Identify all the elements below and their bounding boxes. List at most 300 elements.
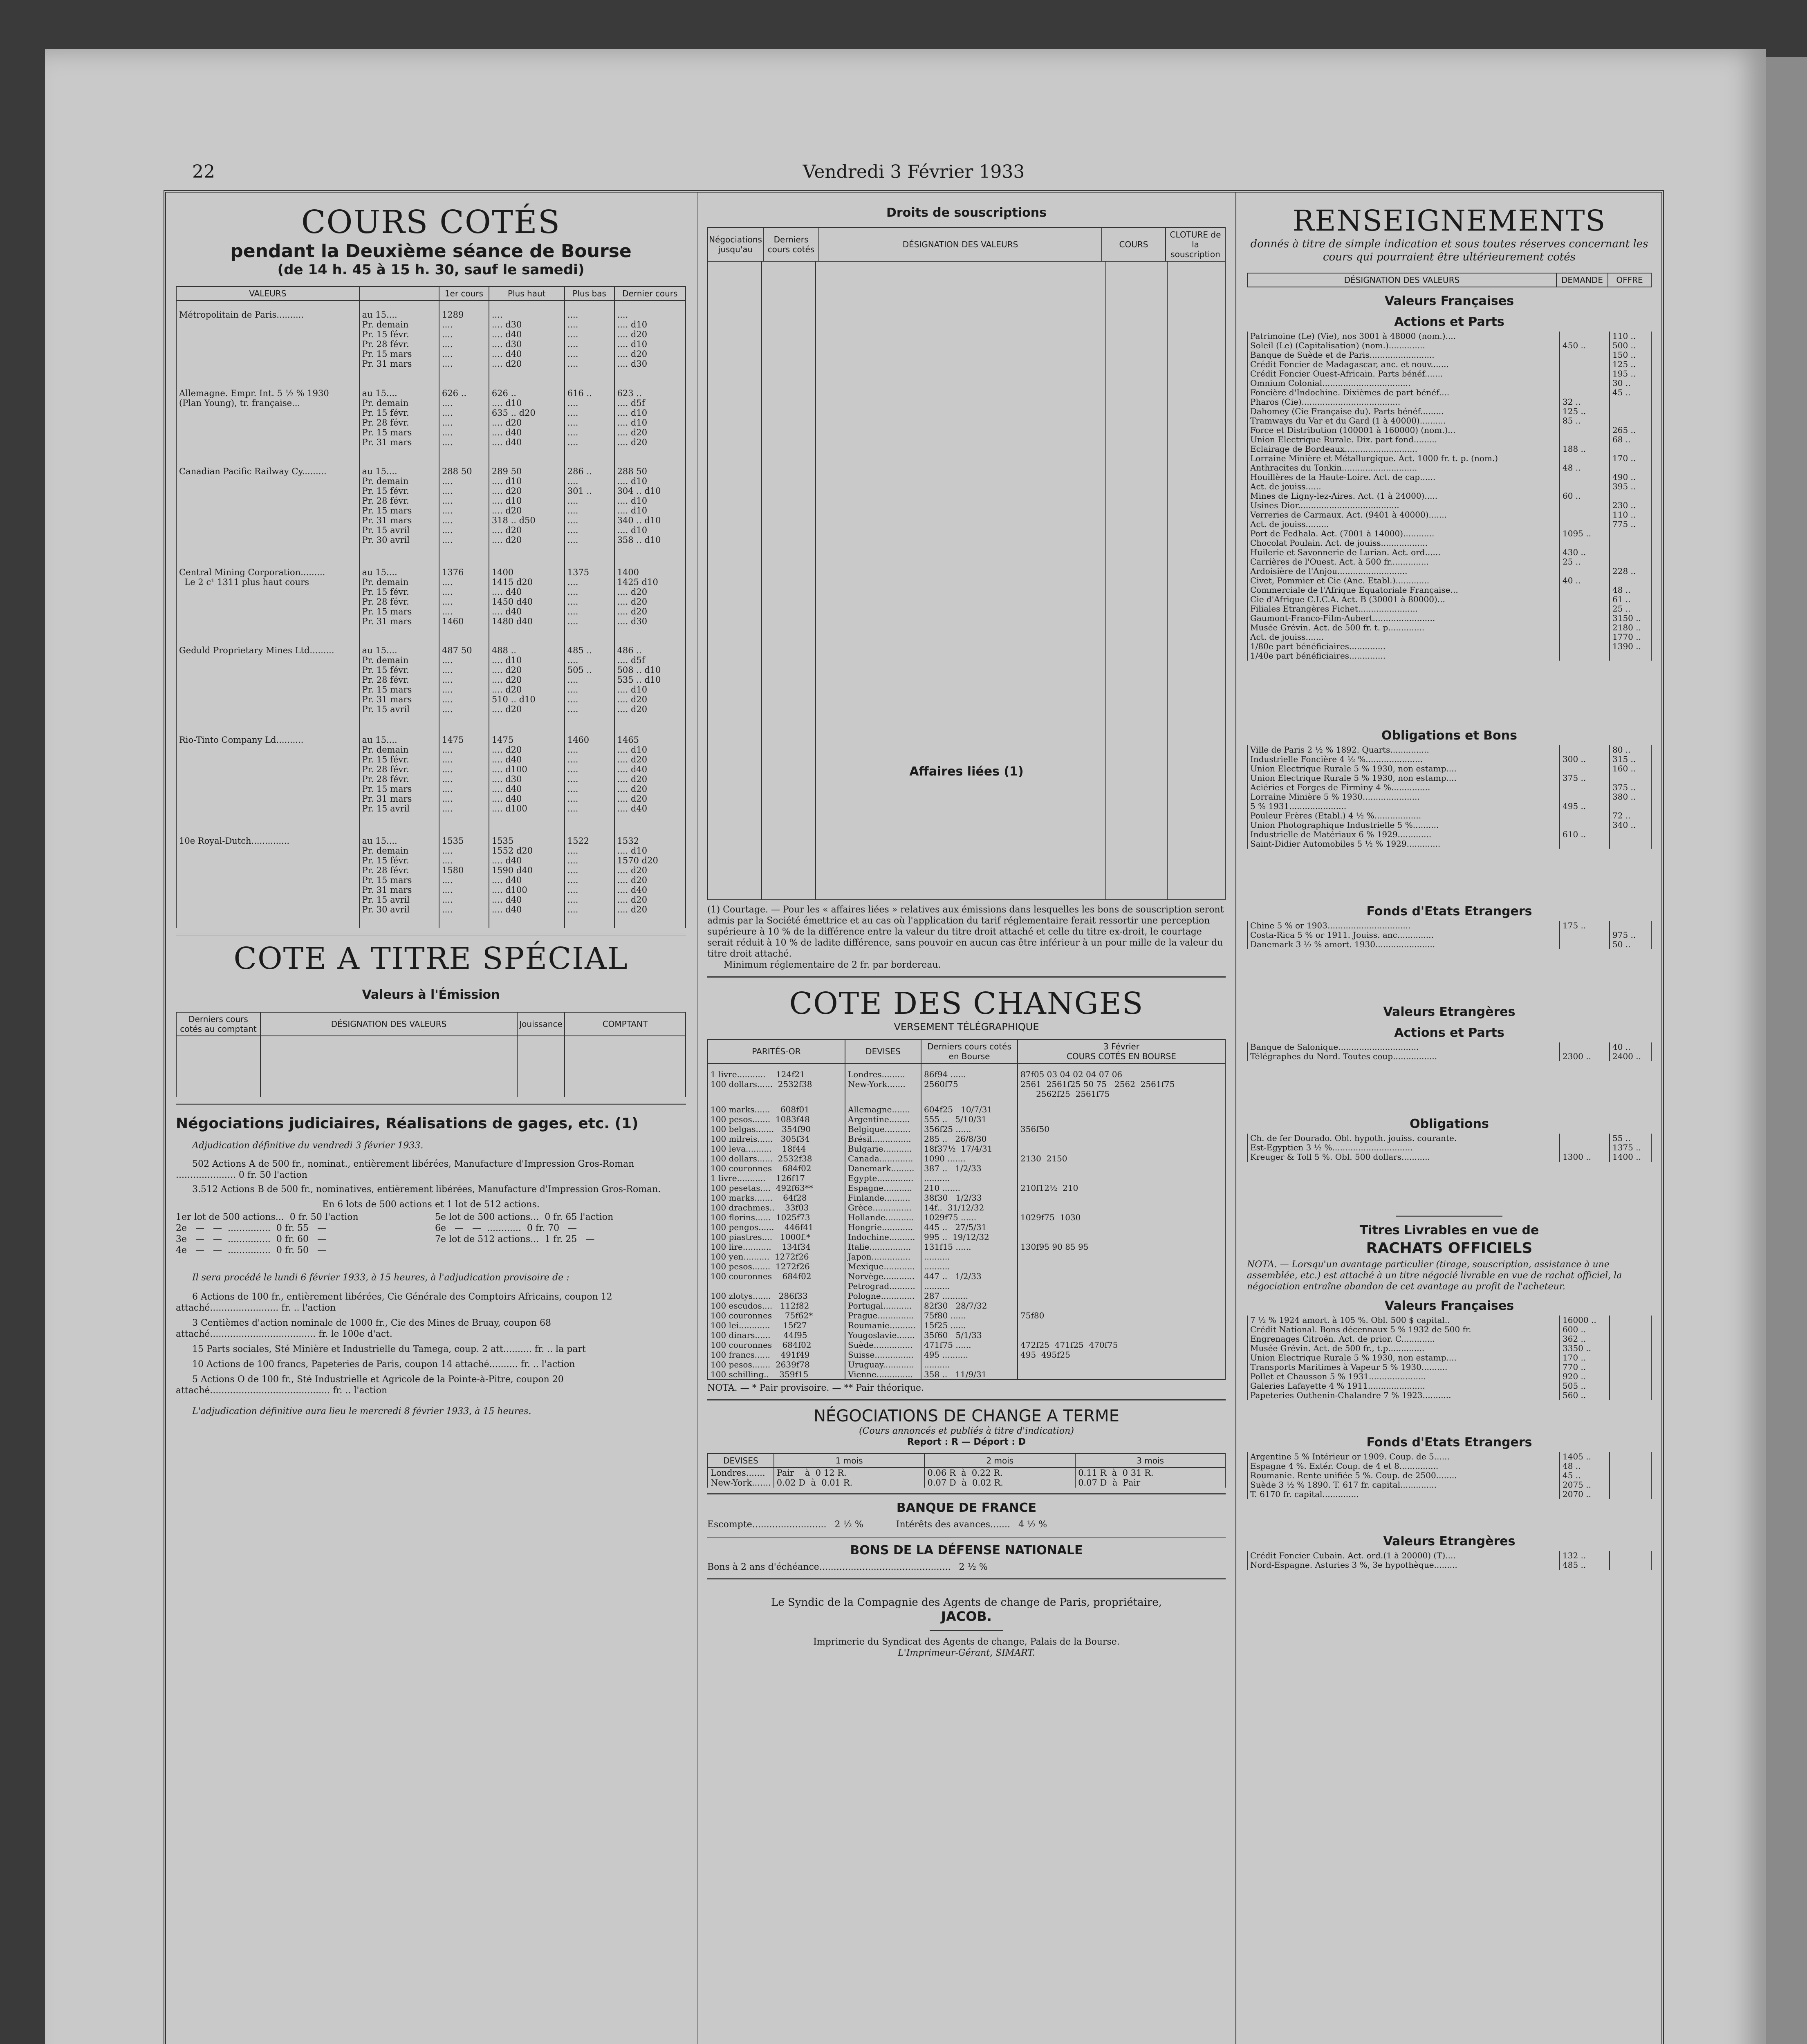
table-row — [1247, 491, 1651, 501]
bons-title: BONS DE LA DÉFENSE NATIONALE — [850, 1543, 1083, 1558]
table-cell: 45 .. — [1610, 388, 1651, 397]
table-cell — [1560, 482, 1610, 491]
table-row — [1247, 341, 1651, 350]
table-row — [1247, 548, 1651, 557]
table-cell: 289 50 .... d10 .... d20 .... d10 .... d20 318 .. d50 .... d20 .... d20 — [489, 457, 565, 558]
table-cell: Hongrie............ — [845, 1222, 921, 1232]
negociation-item: 15 Parts sociales, Sté Minière et Industrielle du Tamega, coup. 2 att.......... fr. .. la part — [192, 1344, 586, 1354]
table-cell: au 15.... Pr. demain Pr. 15 févr. Pr. 28 févr. Pr. 15 mars Pr. 31 mars — [359, 379, 439, 457]
table-row — [1247, 557, 1651, 567]
cours-cotes-hours: (de 14 h. 45 à 15 h. 30, sauf le samedi) — [277, 262, 585, 278]
table-cell: 80 .. — [1610, 745, 1651, 755]
table-cell: 356f25 ...... — [921, 1124, 1018, 1134]
table-cell: 100 dinars...... 44f95 — [708, 1330, 845, 1340]
table-cell: Act. de jouiss......... — [1247, 520, 1560, 529]
table-cell: 85 .. — [1560, 416, 1610, 426]
droits-note: (1) Courtage. — Pour les « affaires liées » relatives aux émissions dans lesquelles les bons de souscription seront admis par la Société émettrice et au cas où l'application du tarif réglementaire ferait ressortir une perception supérieure à 10 % de la différence entre la valeur du titre droit attaché et celle du titre ex-droit, le courtage serait réduit à 10 % de ladite différence, sans pouvoir en aucun cas être inférieur à un pour mille de la valeur du titre droit attaché. — [707, 905, 1224, 959]
table-cell — [1018, 1252, 1225, 1262]
table-cell: 188 .. — [1560, 444, 1610, 454]
table-cell: 1535 .... .... 1580 .... .... .... .... — [439, 827, 489, 928]
table-row — [708, 1213, 1225, 1222]
table-cell: 1 livre........... 124f21 — [708, 1063, 845, 1079]
col-header: Jouissance — [517, 1012, 565, 1036]
table-cell: 210f12½ 210 — [1018, 1183, 1225, 1193]
table-row — [1247, 482, 1651, 491]
table-cell — [1018, 1144, 1225, 1154]
table-cell: 160 .. — [1610, 764, 1651, 773]
table-cell — [1018, 1271, 1225, 1281]
table-cell — [1610, 1461, 1651, 1471]
table-cell — [1018, 1134, 1225, 1144]
table-cell: 340 .. — [1610, 820, 1651, 830]
table-row — [1247, 930, 1651, 940]
table-cell: Londres....... — [708, 1468, 774, 1478]
table-cell: 210 ....... — [921, 1183, 1018, 1193]
table-cell: 230 .. — [1610, 501, 1651, 510]
table-cell: Egypte.............. — [845, 1173, 921, 1183]
table-cell: 1029f75 ...... — [921, 1213, 1018, 1222]
table-row — [708, 1252, 1225, 1262]
table-cell: 61 .. — [1610, 595, 1651, 604]
table-cell: 395 .. — [1610, 482, 1651, 491]
table-cell: Danemark......... — [845, 1163, 921, 1173]
table-row — [708, 1340, 1225, 1350]
col-header: Négociations jusqu'au — [708, 228, 763, 261]
table-cell — [1560, 350, 1610, 360]
col-header: 1 mois — [774, 1454, 925, 1468]
table-cell: 2561 2561f25 50 75 2562 2561f75 2562f25 2561f75 — [1018, 1079, 1225, 1099]
table-cell: 358 .. 11/9/31 — [921, 1369, 1018, 1379]
table-cell: Transports Maritimes à Vapeur 5 % 1930.......... — [1247, 1363, 1560, 1372]
table-cell: Houillères de la Haute-Loire. Act. de cap...... — [1247, 473, 1560, 482]
table-cell: 375 .. — [1560, 773, 1610, 783]
table-cell: Saint-Didier Automobiles 5 ½ % 1929............. — [1247, 839, 1560, 849]
table-row — [1247, 454, 1651, 463]
table-cell: 130f95 90 85 95 — [1018, 1242, 1225, 1252]
table-cell: Cie d'Afrique C.I.C.A. Act. B (30001 à 80000)... — [1247, 595, 1560, 604]
table-cell: 15f25 ...... — [921, 1320, 1018, 1330]
cours-cotes-title: COURS COTÉS — [301, 204, 561, 241]
table-row — [708, 1369, 1225, 1379]
table-cell: Papeteries Outhenin-Chalandre 7 % 1923........... — [1247, 1391, 1560, 1400]
escompte-label: Escompte.......................... — [707, 1520, 827, 1530]
col-header: Plus haut — [489, 287, 565, 300]
table-row — [708, 1203, 1225, 1213]
table-row — [1247, 839, 1651, 849]
table-row — [1247, 1353, 1651, 1363]
table-row — [1247, 567, 1651, 576]
table-row — [1247, 642, 1651, 651]
next-page-edge — [1766, 57, 1807, 2044]
col-header: DEMANDE — [1556, 273, 1608, 287]
table-cell: 100 belgas....... 354f90 — [708, 1124, 845, 1134]
table-cell: 975 .. — [1610, 930, 1651, 940]
negociation-item: 6 Actions de 100 fr., entièrement libérées, Cie Générale des Comptoirs Africains, coupon 12 attaché........................ fr. .. l'action — [176, 1292, 612, 1313]
table-cell: 287 .......... — [921, 1291, 1018, 1301]
table-cell — [1610, 1391, 1651, 1400]
table-cell — [1610, 1560, 1651, 1570]
table-row — [1247, 585, 1651, 595]
table-cell: 132 .. — [1560, 1551, 1610, 1560]
table-cell: 2560f75 — [921, 1079, 1018, 1099]
table-row — [1247, 1143, 1651, 1152]
table-cell — [1610, 1353, 1651, 1363]
table-cell: 362 .. — [1560, 1334, 1610, 1344]
table-cell — [1560, 435, 1610, 444]
table-cell: Engrenages Citroën. Act. de prior. C............. — [1247, 1334, 1560, 1344]
table-row — [1247, 416, 1651, 426]
bons-value: 2 ½ % — [959, 1562, 988, 1572]
table-cell: 50 .. — [1610, 940, 1651, 949]
table-cell: Ardoisière de l'Anjou........................... — [1247, 567, 1560, 576]
table-row — [708, 1468, 1225, 1478]
table-cell: .... .... d30 .... d40 .... d30 .... d40 .... d20 — [489, 300, 565, 379]
table-cell: Eclairage de Bordeaux............................ — [1247, 444, 1560, 454]
section-spacer — [1247, 1570, 1652, 1598]
table-cell — [1560, 614, 1610, 623]
table-cell — [1560, 473, 1610, 482]
table-cell — [1610, 651, 1651, 661]
table-cell: 175 .. — [1560, 921, 1610, 930]
table-cell — [1560, 369, 1610, 379]
table-cell: 356f50 — [1018, 1124, 1225, 1134]
table-cell: 2130 2150 — [1018, 1154, 1225, 1163]
table-cell: 100 couronnes 75f62* — [708, 1311, 845, 1320]
table-row — [1247, 435, 1651, 444]
issue-date: Vendredi 3 Février 1933 — [803, 161, 1025, 182]
table-cell — [1610, 1452, 1651, 1461]
col-header: 3 Février COURS COTÉS EN BOURSE — [1018, 1040, 1225, 1063]
table-row — [1247, 369, 1651, 379]
table-cell: 195 .. — [1610, 369, 1651, 379]
table-cell: 228 .. — [1610, 567, 1651, 576]
col-header: DEVISES — [708, 1454, 774, 1468]
table-cell: 25 .. — [1560, 557, 1610, 567]
table-row — [708, 1193, 1225, 1203]
table-cell: 1522 .... .... .... .... .... .... .... — [565, 827, 614, 928]
changes-table — [707, 1039, 1226, 1379]
table-row — [1247, 604, 1651, 614]
changes-title: COTE DES CHANGES — [789, 986, 1144, 1021]
table-row — [1247, 921, 1651, 930]
table-cell — [1560, 379, 1610, 388]
table-cell: 1405 .. — [1560, 1452, 1610, 1461]
table-cell: 18f37½ 17/4/31 — [921, 1144, 1018, 1154]
table-cell: 1/40e part bénéficiaires.............. — [1247, 651, 1560, 661]
table-cell: 25 .. — [1610, 604, 1651, 614]
table-cell: 555 .. 5/10/31 — [921, 1114, 1018, 1124]
table-cell: Act. de jouiss....... — [1247, 632, 1560, 642]
table-cell — [1560, 839, 1610, 849]
table-cell: 2400 .. — [1610, 1052, 1651, 1061]
table-cell — [1560, 360, 1610, 369]
table-cell: Tramways du Var et du Gard (1 à 40000).......... — [1247, 416, 1560, 426]
table-cell: 995 .. 19/12/32 — [921, 1232, 1018, 1242]
banque-title: BANQUE DE FRANCE — [896, 1501, 1037, 1515]
table-cell — [1560, 388, 1610, 397]
table-cell: 616 .. .... .... .... .... .... — [565, 379, 614, 457]
col-header: DEVISES — [845, 1040, 921, 1063]
table-row — [708, 1262, 1225, 1271]
table-row — [708, 1242, 1225, 1252]
table-row — [708, 1063, 1225, 1079]
table-cell: Suède 3 ½ % 1890. T. 617 fr. capital.............. — [1247, 1480, 1560, 1490]
table-cell: 447 .. 1/2/33 — [921, 1271, 1018, 1281]
escompte-value: 2 ½ % — [834, 1520, 863, 1530]
table-cell: Ville de Paris 2 ½ % 1892. Quarts............... — [1247, 745, 1560, 755]
table-cell: 560 .. — [1560, 1391, 1610, 1400]
table-cell: 68 .. — [1610, 435, 1651, 444]
table-row — [708, 1114, 1225, 1124]
table-cell — [1560, 745, 1610, 755]
negociations-adj1: Adjudication définitive du vendredi 3 février 1933. — [192, 1141, 424, 1151]
table-row — [1247, 501, 1651, 510]
renseignements-header — [1247, 273, 1652, 287]
negociations-title: Négociations judiciaires, Réalisations de gages, etc. (1) — [176, 1115, 639, 1132]
table-cell: Est-Egyptien 3 ½ %............................... — [1247, 1143, 1560, 1152]
table-cell: Belgique.......... — [845, 1124, 921, 1134]
table-cell: 100 pesos....... 2639f78 — [708, 1360, 845, 1369]
page-header — [192, 161, 1635, 186]
col-header: 3 mois — [1075, 1454, 1225, 1468]
section-subheading: Actions et Parts — [1394, 315, 1504, 329]
col-header: Derniers cours cotés au comptant — [176, 1012, 260, 1036]
table-cell: 1535 1552 d20 .... d40 1590 d40 .... d40 .... d100 .... d40 .... d40 — [489, 827, 565, 928]
table-cell: au 15.... Pr. demain Pr. 15 févr. Pr. 28 févr. Pr. 15 mars Pr. 31 mars Pr. 15 avril Pr. 30 avril — [359, 827, 439, 928]
table-row — [1247, 651, 1651, 661]
terme-legend: Report : R — Déport : D — [907, 1437, 1026, 1447]
table-cell: 100 pesetas.... 492f63** — [708, 1183, 845, 1193]
table-row — [708, 1134, 1225, 1144]
table-row — [1247, 350, 1651, 360]
table-cell: Gaumont-Franco-Film-Aubert........................ — [1247, 614, 1560, 623]
table-cell: Brésil............... — [845, 1134, 921, 1144]
table-row — [708, 1154, 1225, 1163]
table-cell: Pollet et Chausson 5 % 1931...................... — [1247, 1372, 1560, 1381]
table-row — [708, 1301, 1225, 1311]
table-cell — [1560, 567, 1610, 576]
rachats-title2: RACHATS OFFICIELS — [1366, 1240, 1533, 1257]
table-cell: 500 .. — [1610, 341, 1651, 350]
table-row — [176, 726, 686, 827]
table-cell: 100 dollars...... 2532f38 — [708, 1079, 845, 1099]
table-cell: Métropolitain de Paris.......... — [176, 300, 359, 379]
table-cell: .......... — [921, 1281, 1018, 1291]
table-row — [1247, 623, 1651, 632]
table-cell: 490 .. — [1610, 473, 1651, 482]
table-cell — [1560, 520, 1610, 529]
table-row — [1247, 1134, 1651, 1143]
section-spacer — [1247, 849, 1652, 898]
table-cell — [1560, 454, 1610, 463]
table-cell: 100 couronnes 684f02 — [708, 1271, 845, 1281]
table-cell — [1018, 1320, 1225, 1330]
col-header: DÉSIGNATION DES VALEURS — [260, 1012, 517, 1036]
table-cell: 288 50 .... d10 304 .. d10 .... d10 .... d10 340 .. d10 .... d10 358 .. d10 — [614, 457, 686, 558]
table-cell: Pair à 0 12 R. — [774, 1468, 925, 1478]
table-cell: Grèce............... — [845, 1203, 921, 1213]
section-subheading: Obligations — [1410, 1117, 1489, 1131]
table-cell: 75f80 — [1018, 1311, 1225, 1320]
changes-subtitle: VERSEMENT TÉLÉGRAPHIQUE — [894, 1021, 1039, 1033]
table-cell: 600 .. — [1560, 1325, 1610, 1334]
col-header: COMPTANT — [565, 1012, 686, 1036]
table-cell: Banque de Suède et de Paris......................... — [1247, 350, 1560, 360]
table-cell — [1610, 538, 1651, 548]
table-cell: Allemagne....... — [845, 1099, 921, 1114]
table-cell: 626 .. .... .... .... .... .... — [439, 379, 489, 457]
table-cell: Soleil (Le) (Capitalisation) (nom.).............. — [1247, 341, 1560, 350]
table-cell: Carrières de l'Ouest. Act. à 500 fr............... — [1247, 557, 1560, 567]
table-row — [176, 637, 686, 726]
col-header: DÉSIGNATION DES VALEURS — [1247, 273, 1556, 287]
col-header: Derniers cours cotés en Bourse — [921, 1040, 1018, 1063]
table-row — [708, 1144, 1225, 1154]
table-cell: 100 couronnes 684f02 — [708, 1163, 845, 1173]
table-row — [708, 1478, 1225, 1488]
table-cell: Kreuger & Toll 5 %. Obl. 500 dollars........... — [1247, 1152, 1560, 1162]
table-cell: Finlande.......... — [845, 1193, 921, 1203]
table-cell: Commerciale de l'Afrique Equatoriale Française... — [1247, 585, 1560, 595]
table-row — [708, 1099, 1225, 1114]
col-header: CLOTURE de la souscription — [1166, 228, 1225, 261]
table-cell: .......... — [921, 1252, 1018, 1262]
table-cell: 48 .. — [1560, 1461, 1610, 1471]
terme-table — [707, 1453, 1226, 1488]
table-cell: 2075 .. — [1560, 1480, 1610, 1490]
table-cell: 10e Royal-Dutch.............. — [176, 827, 359, 928]
renseignements-table — [1247, 921, 1652, 949]
table-cell — [1610, 1551, 1651, 1560]
table-cell — [1610, 397, 1651, 407]
table-cell: .......... — [921, 1173, 1018, 1183]
table-cell — [1560, 1042, 1610, 1052]
table-cell: 286 .. .... 301 .. .... .... .... .... .... — [565, 457, 614, 558]
table-cell: 100 dollars...... 2532f38 — [708, 1154, 845, 1163]
table-cell: 0.11 R à 0 31 R. — [1075, 1468, 1225, 1478]
table-cell: 100 leva.......... 18f44 — [708, 1144, 845, 1154]
table-row — [176, 300, 686, 379]
renseignements-table — [1247, 1134, 1652, 1162]
negociation-item: 5 Actions O de 100 fr., Sté Industrielle et Agricole de la Pointe-à-Pitre, coupon 20 attaché.......................................... fr. .. l'action — [176, 1374, 564, 1396]
table-cell: 1465 .... d10 .... d20 .... d40 .... d20 .... d20 .... d20 .... d40 — [614, 726, 686, 827]
table-cell: 1400 1425 d10 .... d20 .... d20 .... d20 .... d30 — [614, 558, 686, 637]
table-cell: Central Mining Corporation......... Le 2 c¹ 1311 plus haut cours — [176, 558, 359, 637]
table-cell: Petrograd.......... — [845, 1281, 921, 1291]
section-heading: Valeurs Etrangères — [1383, 1534, 1516, 1549]
table-row — [708, 1232, 1225, 1242]
table-cell — [1018, 1114, 1225, 1124]
table-cell — [1610, 1381, 1651, 1391]
table-cell: .... .... d10 .... d20 .... d10 .... d20 .... d30 — [614, 300, 686, 379]
table-cell: Foncière d'Indochine. Dixièmes de part bénéf.... — [1247, 388, 1560, 397]
table-cell — [1018, 1173, 1225, 1183]
table-cell: New-York....... — [845, 1079, 921, 1099]
table-cell: 125 .. — [1560, 407, 1610, 416]
table-cell: Union Photographique Industrielle 5 %.......... — [1247, 820, 1560, 830]
table-row — [1247, 1372, 1651, 1381]
table-row — [708, 1360, 1225, 1369]
table-cell: 604f25 10/7/31 — [921, 1099, 1018, 1114]
table-cell: au 15.... Pr. demain Pr. 15 févr. Pr. 28 févr. Pr. 15 mars Pr. 31 mars Pr. 15 avril — [359, 637, 439, 726]
table-cell: Union Electrique Rurale. Dix. part fond......... — [1247, 435, 1560, 444]
table-cell: 48 .. — [1560, 463, 1610, 473]
table-cell: 1029f75 1030 — [1018, 1213, 1225, 1222]
table-row — [1247, 830, 1651, 839]
table-cell — [1018, 1281, 1225, 1291]
table-row — [1247, 1381, 1651, 1391]
table-cell: 100 schilling.. 359f15 — [708, 1369, 845, 1379]
table-row — [176, 827, 686, 928]
table-cell: 45 .. — [1560, 1471, 1610, 1480]
changes-note: NOTA. — * Pair provisoire. — ** Pair théorique. — [707, 1379, 1226, 1394]
table-cell — [1560, 426, 1610, 435]
section-spacer — [1247, 949, 1652, 998]
table-cell: au 15.... Pr. demain Pr. 15 févr. Pr. 28 févr. Pr. 15 mars Pr. 31 mars — [359, 300, 439, 379]
table-row — [1247, 632, 1651, 642]
table-cell: 920 .. — [1560, 1372, 1610, 1381]
table-cell: Portugal........... — [845, 1301, 921, 1311]
renseignements-table — [1247, 1551, 1652, 1570]
table-cell: Londres......... — [845, 1063, 921, 1079]
table-cell: 1475 .... d20 .... d40 .... d100 .... d30 .... d40 .... d40 .... d100 — [489, 726, 565, 827]
table-cell: Patrimoine (Le) (Vie), nos 3001 à 48000 (nom.).... — [1247, 332, 1560, 341]
table-cell — [1610, 830, 1651, 839]
section-spacer — [1247, 1499, 1652, 1528]
table-cell — [1560, 501, 1610, 510]
table-cell: 100 pesos....... 1272f26 — [708, 1262, 845, 1271]
table-cell: 1376 .... .... .... .... 1460 — [439, 558, 489, 637]
table-cell: 375 .. — [1610, 783, 1651, 792]
table-cell: 380 .. — [1610, 792, 1651, 802]
table-cell: Norvège............ — [845, 1271, 921, 1281]
avances-value: 4 ½ % — [1018, 1520, 1047, 1530]
table-cell: Argentine 5 % Intérieur or 1909. Coup. de 5...... — [1247, 1452, 1560, 1461]
table-row — [176, 379, 686, 457]
table-cell: 265 .. — [1610, 426, 1651, 435]
table-cell: 100 zlotys....... 286f33 — [708, 1291, 845, 1301]
table-cell: Indochine.......... — [845, 1232, 921, 1242]
table-cell: 100 couronnes 684f02 — [708, 1340, 845, 1350]
table-cell — [1610, 416, 1651, 426]
table-cell: 40 .. — [1560, 576, 1610, 585]
table-cell — [1610, 548, 1651, 557]
table-cell — [1610, 1480, 1651, 1490]
table-cell — [1018, 1222, 1225, 1232]
table-cell — [1610, 921, 1651, 930]
section-spacer — [1247, 1061, 1652, 1110]
table-cell: Uruguay............ — [845, 1360, 921, 1369]
table-cell: 623 .. .... d5f .... d10 .... d10 .... d20 .... d20 — [614, 379, 686, 457]
table-cell: 72 .. — [1610, 811, 1651, 820]
table-row — [1247, 426, 1651, 435]
cote-special-subtitle: Valeurs à l'Émission — [362, 988, 500, 1002]
table-cell: 486 .. .... d5f 508 .. d10 535 .. d10 .... d10 .... d20 .... d20 — [614, 637, 686, 726]
section-subheading: Actions et Parts — [1394, 1026, 1504, 1040]
table-cell: 110 .. — [1610, 332, 1651, 341]
table-cell — [1610, 1325, 1651, 1334]
table-cell: 100 pesos....... 1083f48 — [708, 1114, 845, 1124]
table-row — [1247, 407, 1651, 416]
table-cell: Chocolat Poulain. Act. de jouiss.................. — [1247, 538, 1560, 548]
table-cell — [1610, 463, 1651, 473]
table-row — [1247, 520, 1651, 529]
table-cell: 0.07 D à 0.02 R. — [924, 1478, 1075, 1488]
table-cell: 285 .. 26/8/30 — [921, 1134, 1018, 1144]
table-cell: 75f80 ...... — [921, 1311, 1018, 1320]
col-header: Plus bas — [565, 287, 614, 300]
table-cell — [1560, 820, 1610, 830]
